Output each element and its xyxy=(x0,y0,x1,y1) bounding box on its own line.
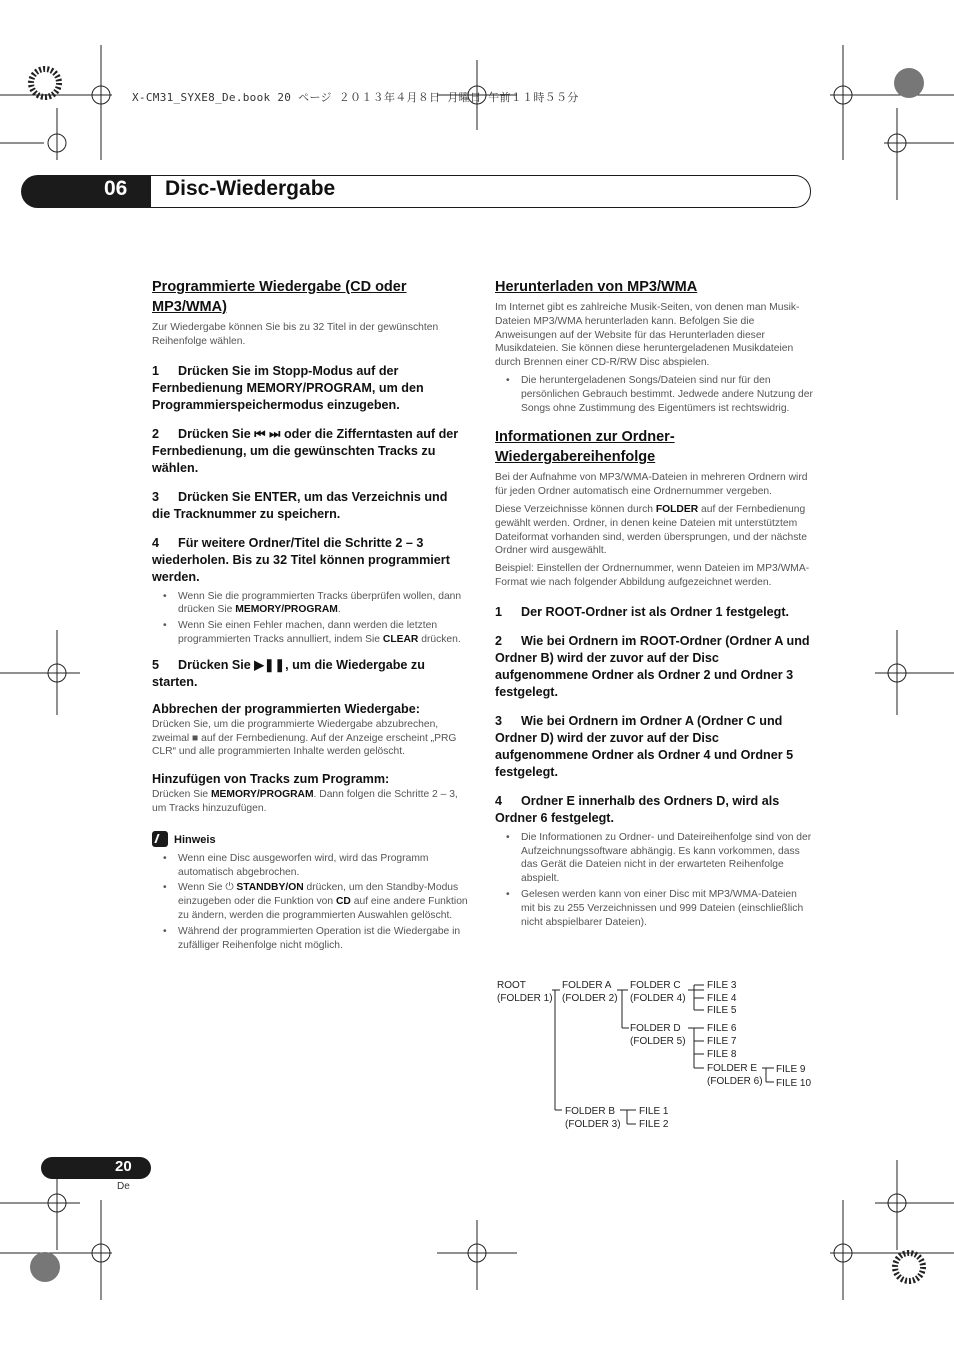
rule-4-note-2: • Gelesen werden kann von einer Disc mit MP3/WMA-Dateien mit bis zu 255 Verzeichnissen und 999 Dateien (einschließlich nicht abspielbarer Dateien). xyxy=(495,888,813,929)
folder-info-3: Beispiel: Einstellen der Ordnernummer, wenn Dateien im MP3/WMA-Format wie nach folgender Abbildung aufgezeichnet werden. xyxy=(495,563,810,588)
rule-1: 1 Der ROOT-Ordner ist als Ordner 1 festgelegt. xyxy=(495,604,790,619)
step-1: 1 Drücken Sie im Stopp-Modus auf der Fernbedienung MEMORY/PROGRAM, um den Programmierspeichermodus einzugeben. xyxy=(152,363,424,412)
step-2: 2 Drücken Sie ⏮ ⏭ oder die Zifferntasten auf der Fernbedienung, um die gewünschten Tracks zu wählen. xyxy=(152,426,459,475)
add-text: Drücken Sie MEMORY/PROGRAM. Dann folgen die Schritte 2 – 3, um Tracks hinzuzufügen. xyxy=(152,789,458,814)
chapter-number: 06 xyxy=(104,177,128,200)
tree-folder-b: FOLDER B (FOLDER 3) xyxy=(565,1106,621,1130)
folder-info-1: Bei der Aufnahme von MP3/WMA-Dateien in mehreren Ordnern wird für jeden Ordner automatisch eine Ordnernummer vergeben. xyxy=(495,472,808,498)
section-heading-folder-order: Informationen zur Ordner-Wiedergabereihenfolge xyxy=(495,429,675,466)
note-2: • Wenn Sie ⏻ STANDBY/ON drücken, um den Standby-Modus einzugeben oder die Funktion von CD auf eine andere Funktion zu ändern, werden die programmierten Auswahlen gelöscht. xyxy=(152,881,468,922)
page-language: De xyxy=(117,1181,130,1192)
rule-4: 4 Ordner E innerhalb des Ordners D, wird als Ordner 6 festgelegt. xyxy=(495,793,780,825)
tree-file-5: FILE 5 xyxy=(707,1005,737,1016)
step-4: 4 Für weitere Ordner/Titel die Schritte 2 – 3 wiederholen. Bis zu 32 Titel können programmiert werden. xyxy=(152,535,450,584)
print-info: X-CM31_SYXE8_De.book 20 ページ ２０１３年４月８日 月曜日 午前１１時５５分 xyxy=(132,91,579,104)
cancel-text: Drücken Sie, um die programmierte Wiedergabe abzubrechen, zweimal ■ auf der Fernbedienung. Auf der Anzeige erscheint „PRG CLR“ und alle programmierten Inhalte werden gelöscht. xyxy=(152,718,457,758)
tree-file-7: FILE 7 xyxy=(707,1036,737,1047)
tree-root: ROOT (FOLDER 1) xyxy=(497,980,553,1004)
tree-folder-d: FOLDER D (FOLDER 5) xyxy=(630,1023,686,1047)
cancel-heading: Abbrechen der programmierten Wiedergabe: xyxy=(152,701,420,716)
tree-file-6: FILE 6 xyxy=(707,1023,737,1034)
page-number-tab xyxy=(41,1157,151,1179)
section-heading-download: Herunterladen von MP3/WMA xyxy=(495,279,698,295)
download-note-1: • Die heruntergeladenen Songs/Dateien sind nur für den persönlichen Gebrauch bestimmt. Jedwede andere Nutzung der Songs ohne Zustimmung des Eigentümers ist rechtswidrig. xyxy=(495,374,813,415)
step-4-note-1: • Wenn Sie die programmierten Tracks überprüfen wollen, dann drücken Sie MEMORY/PROGRAM. xyxy=(152,590,468,618)
rule-4-note-1: • Die Informationen zu Ordner- und Dateireihenfolge sind von der Aufzeichnungssoftware abhängig. Es kann vorkommen, dass das Gerät die Dateien nicht in der erwarteten Reihenfolge abspielt. xyxy=(495,831,813,886)
page-number: 20 xyxy=(115,1158,132,1175)
add-heading: Hinzufügen von Tracks zum Programm: xyxy=(152,772,390,787)
rule-2: 2 Wie bei Ordnern im ROOT-Ordner (Ordner A und Ordner B) wird der zuvor auf der Disc aufgenommene Ordner als Ordner 2 und Ordner 3 festgelegt. xyxy=(495,633,810,699)
tree-file-2: FILE 2 xyxy=(639,1119,669,1130)
tree-file-3: FILE 3 xyxy=(707,980,737,991)
tree-folder-c: FOLDER C (FOLDER 4) xyxy=(630,980,686,1004)
tree-file-1: FILE 1 xyxy=(639,1106,669,1117)
download-text: Im Internet gibt es zahlreiche Musik-Seiten, von denen man Musik-Dateien MP3/WMA herunterladen kann. Befolgen Sie die Anweisungen auf der Website für das Herunterladen dieser Musikdateien. Sie können diese heruntergeladenen Musikdateien durch Brennen einer CD-R/RW Disc abspielen. xyxy=(495,302,800,369)
tree-folder-a: FOLDER A (FOLDER 2) xyxy=(562,980,618,1004)
tree-file-10: FILE 10 xyxy=(776,1078,812,1089)
step-3: 3 Drücken Sie ENTER, um das Verzeichnis und die Tracknummer zu speichern. xyxy=(152,489,448,521)
note-1: • Wenn eine Disc ausgeworfen wird, wird das Programm automatisch abgebrochen. xyxy=(152,852,468,880)
tree-file-8: FILE 8 xyxy=(707,1049,737,1060)
step-5: 5 Drücken Sie ▶❚❚, um die Wiedergabe zu starten. xyxy=(152,657,425,689)
rule-3: 3 Wie bei Ordnern im Ordner A (Ordner C und Ordner D) wird der zuvor auf der Disc aufgenommene Ordner als Ordner 4 und Ordner 5 festgelegt. xyxy=(495,713,794,779)
tree-file-9: FILE 9 xyxy=(776,1064,806,1075)
chapter-title: Disc-Wiedergabe xyxy=(165,177,336,200)
programmed-intro: Zur Wiedergabe können Sie bis zu 32 Titel in der gewünschten Reihenfolge wählen. xyxy=(152,322,439,347)
folder-info-2: Diese Verzeichnisse können durch FOLDER auf der Fernbedienung gewählt werden. Ordner, in denen keine Dateien mit unterstütztem Dateiformat vorhanden sind, werden übersprungen, und der nächste Ordner wird ausgewählt. xyxy=(495,503,807,557)
tree-file-4: FILE 4 xyxy=(707,993,737,1004)
step-4-note-2: • Wenn Sie einen Fehler machen, dann werden die letzten programmierten Tracks annulliert, indem Sie CLEAR drücken. xyxy=(152,619,468,647)
tree-folder-e: FOLDER E (FOLDER 6) xyxy=(707,1063,763,1087)
note-header: Hinweis xyxy=(152,830,468,848)
section-heading-programmed: Programmierte Wiedergabe (CD oder MP3/WMA) xyxy=(152,279,407,315)
note-3: • Während der programmierten Operation ist die Wiedergabe in zufälliger Reihenfolge nicht möglich. xyxy=(152,925,468,953)
